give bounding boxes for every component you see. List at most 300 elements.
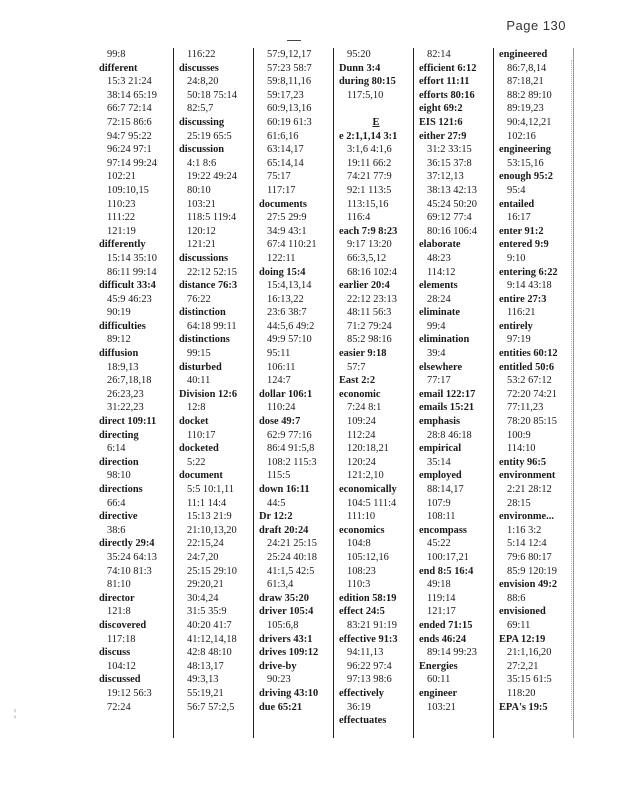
- page-reference: 41:12,14,18: [187, 633, 237, 645]
- page-reference: 16:17: [507, 212, 531, 224]
- page-reference: 89:12: [107, 334, 131, 346]
- index-term: discussion: [179, 144, 225, 156]
- page-reference: 100:17,21: [427, 551, 469, 563]
- page-reference: 110:3: [347, 579, 371, 591]
- index-term: due 65:21: [259, 701, 303, 713]
- page-reference: 90:19: [107, 307, 131, 319]
- page-reference: 124:7: [267, 375, 291, 387]
- page-reference: 97:14 99:24: [107, 157, 157, 169]
- page-reference: 59:8,11,16: [267, 76, 312, 88]
- index-term: enough 95:2: [499, 171, 553, 183]
- index-term: each 7:9 8:23: [339, 225, 398, 237]
- page-reference: 5:5 10:1,11: [187, 484, 234, 495]
- page-reference: 19:12 56:3: [107, 687, 152, 699]
- page-reference: 45:9 46:23: [107, 293, 152, 305]
- page-reference: 77:17: [427, 375, 451, 387]
- index-term: entities 60:12: [499, 348, 558, 360]
- index-term: elimination: [419, 334, 470, 346]
- page-reference: 115:5: [267, 470, 291, 482]
- page-reference: 4:1 8:6: [187, 157, 217, 169]
- index-term: difficult 33:4: [99, 280, 156, 292]
- page-reference: 53:2 67:12: [507, 375, 552, 387]
- index-term: elaborate: [419, 239, 461, 251]
- page-reference: 68:16 102:4: [347, 266, 397, 278]
- page-reference: 111:22: [107, 212, 136, 224]
- index-term: entered 9:9: [499, 239, 549, 251]
- index-term: drive-by: [259, 660, 297, 672]
- page-reference: 69:12 77:4: [427, 212, 472, 224]
- index-term: engineering: [499, 144, 551, 156]
- page-reference: 28:24: [427, 293, 451, 305]
- page-reference: 60:11: [427, 674, 451, 686]
- index-term: documents: [259, 198, 307, 210]
- page-reference: 38:14 65:19: [107, 89, 157, 101]
- page-reference: 116:4: [347, 212, 371, 224]
- index-term: earlier 20:4: [339, 280, 390, 292]
- index-term: docket: [179, 416, 209, 428]
- index-term: ends 46:24: [419, 633, 467, 645]
- page-reference: 62:9 77:16: [267, 429, 312, 441]
- index-term: directions: [99, 484, 143, 495]
- word-index: [94, 48, 574, 738]
- index-term: effectuates: [339, 715, 387, 727]
- page-reference: 38:13 42:13: [427, 184, 477, 196]
- index-term: entire 27:3: [499, 293, 547, 305]
- page-reference: 61:3,4: [267, 579, 294, 591]
- page-reference: 21:1,16,20: [507, 647, 552, 659]
- index-term: either 27:9: [419, 130, 467, 142]
- page-reference: 99:8: [107, 49, 126, 60]
- index-term: envisioned: [499, 606, 546, 618]
- index-term: distinctions: [179, 334, 230, 346]
- page-reference: 27:5 29:9: [267, 212, 307, 224]
- page-reference: 108:11: [427, 511, 456, 523]
- index-term: Dunn 3:4: [339, 62, 381, 74]
- page-reference: 19:22 49:24: [187, 171, 237, 183]
- page-reference: 5:14 12:4: [507, 538, 547, 550]
- page-reference: 86:11 99:14: [107, 266, 157, 278]
- index-term: distinction: [179, 307, 226, 319]
- index-term: dollar 106:1: [259, 388, 313, 400]
- page-reference: 120:18,21: [347, 443, 389, 455]
- page-reference: 69:11: [507, 619, 531, 631]
- index-term: discussions: [179, 252, 229, 264]
- page-reference: 25:15 29:10: [187, 565, 237, 577]
- page-reference: 66:7 72:14: [107, 103, 152, 115]
- page-reference: 104:5 111:4: [347, 497, 397, 509]
- index-term: down 16:11: [259, 484, 310, 495]
- index-term: edition 58:19: [339, 592, 397, 604]
- page-reference: 104:8: [347, 538, 371, 550]
- page-reference: 110:24: [267, 402, 296, 414]
- page-number: Page 130: [506, 18, 566, 33]
- page-reference: 79:6 80:17: [507, 551, 552, 563]
- index-term: doing 15:4: [259, 266, 306, 278]
- page-reference: 89:19,23: [507, 103, 544, 115]
- index-term: different: [99, 62, 138, 74]
- index-term: ended 71:15: [419, 619, 473, 631]
- page-reference: 5:22: [187, 456, 206, 468]
- index-term: draw 35:20: [259, 592, 309, 604]
- index-term: elsewhere: [419, 361, 463, 373]
- page-reference: 110:23: [107, 198, 136, 210]
- page-reference: 95:4: [507, 184, 526, 196]
- index-term: entity 96:5: [499, 456, 547, 468]
- page-reference: 113:15,16: [347, 198, 389, 210]
- index-term: elements: [419, 280, 458, 292]
- page-reference: 7:24 8:1: [347, 402, 382, 414]
- page-reference: 22:12 52:15: [187, 266, 237, 278]
- page-reference: 40:20 41:7: [187, 619, 232, 631]
- page-reference: 108:23: [347, 565, 376, 577]
- page-reference: 57:7: [347, 361, 366, 373]
- index-term: directly 29:4: [99, 538, 155, 550]
- index-column-6: [494, 48, 574, 738]
- page-reference: 77:11,23: [507, 402, 544, 414]
- index-term: EPA 12:19: [499, 633, 546, 645]
- page-reference: 88:6: [507, 592, 526, 604]
- page-reference: 45:22: [427, 538, 451, 550]
- page-reference: 120:24: [347, 456, 376, 468]
- index-term: emails 15:21: [419, 402, 475, 414]
- index-term: distance 76:3: [179, 280, 238, 292]
- page-reference: 35:14: [427, 456, 451, 468]
- index-term: empirical: [419, 443, 462, 455]
- page-reference: 98:10: [107, 470, 131, 482]
- page-reference: 85:2 98:16: [347, 334, 392, 346]
- index-term: email 122:17: [419, 388, 476, 400]
- page-reference: 102:21: [107, 171, 136, 183]
- index-term: employed: [419, 470, 462, 482]
- page-reference: 55:19,21: [187, 687, 224, 699]
- page-reference: 92:1 113:5: [347, 184, 392, 196]
- page-reference: 22:15,24: [187, 538, 224, 550]
- page-reference: 64:18 99:11: [187, 320, 237, 332]
- page-reference: 39:4: [427, 348, 446, 360]
- index-term: driving 43:10: [259, 687, 319, 699]
- index-term: economically: [339, 484, 397, 495]
- index-term: entirely: [499, 320, 533, 332]
- page-reference: 36:15 37:8: [427, 157, 472, 169]
- page-reference: 60:19 61:3: [267, 116, 312, 128]
- page-reference: 121:21: [187, 239, 216, 251]
- page-reference: 105:6,8: [267, 619, 299, 631]
- page-reference: 48:11 56:3: [347, 307, 392, 319]
- page-reference: 66:3,5,12: [347, 252, 387, 264]
- page-reference: 31:22,23: [107, 402, 144, 414]
- page-reference: 48:13,17: [187, 660, 224, 672]
- page-reference: 81:10: [107, 579, 131, 591]
- page-reference: 102:16: [507, 130, 536, 142]
- page-reference: 114:10: [507, 443, 536, 455]
- page-reference: 97:13 98:6: [347, 674, 392, 686]
- page-reference: 50:18 75:14: [187, 89, 237, 101]
- page-reference: 38:6: [107, 524, 126, 536]
- page-reference: 90:4,12,21: [507, 116, 552, 128]
- page-reference: 103:21: [427, 701, 456, 713]
- index-term: economics: [339, 524, 385, 536]
- index-term: engineer: [419, 687, 458, 699]
- page-reference: 85:9 120:19: [507, 565, 557, 577]
- index-term: docketed: [179, 443, 219, 455]
- margin-mark: ¦: [14, 708, 17, 719]
- page-reference: 28:8 46:18: [427, 429, 472, 441]
- page-reference: [339, 102, 413, 116]
- page-reference: 88:2 89:10: [507, 89, 552, 101]
- index-term: Dr 12:2: [259, 511, 293, 523]
- page-reference: 72:24: [107, 701, 131, 713]
- page-reference: 106:11: [267, 361, 296, 373]
- page-reference: 110:17: [187, 429, 216, 441]
- page-reference: 119:14: [427, 592, 456, 604]
- index-term: difficulties: [99, 320, 146, 332]
- page-reference: 30:4,24: [187, 592, 219, 604]
- page-reference: 99:4: [427, 320, 446, 332]
- page-reference: 75:17: [267, 171, 291, 183]
- page-reference: 57:23 58:7: [267, 62, 312, 74]
- page-reference: 122:11: [267, 252, 296, 264]
- page-reference: 86:7,8,14: [507, 62, 547, 74]
- page-reference: 25:19 65:5: [187, 130, 232, 142]
- page-reference: 65:14,14: [267, 157, 304, 169]
- page-reference: 103:21: [187, 198, 216, 210]
- index-term: encompass: [419, 524, 467, 536]
- page-reference: 57:9,12,17: [267, 49, 312, 60]
- index-term: easier 9:18: [339, 348, 387, 360]
- page-reference: 37:12,13: [427, 171, 464, 183]
- page-reference: 21:10,13,20: [187, 524, 237, 536]
- index-term: Energies: [419, 660, 458, 672]
- index-term: direct 109:11: [99, 416, 157, 428]
- index-column-3: [254, 48, 334, 738]
- page-reference: 48:23: [427, 252, 451, 264]
- index-term: envision 49:2: [499, 579, 558, 591]
- index-term: effectively: [339, 687, 384, 699]
- page-reference: 49:9 57:10: [267, 334, 312, 346]
- index-term: discusses: [179, 62, 219, 74]
- page-reference: 108:2 115:3: [267, 456, 317, 468]
- section-letter: E: [372, 116, 380, 128]
- page-reference: 87:18,21: [507, 76, 544, 88]
- page-reference: 49:18: [427, 579, 451, 591]
- page-reference: 116:22: [187, 49, 216, 60]
- page-reference: 23:6 38:7: [267, 307, 307, 319]
- page-reference: 34:9 43:1: [267, 225, 307, 237]
- page-reference: 95:11: [267, 348, 291, 360]
- page-reference: 107:9: [427, 497, 451, 509]
- page-reference: 89:14 99:23: [427, 647, 477, 659]
- index-term: directing: [99, 429, 139, 441]
- index-term: draft 20:24: [259, 524, 309, 536]
- page-reference: 94:7 95:22: [107, 130, 152, 142]
- page-reference: 9:10: [507, 252, 526, 264]
- page-reference: 121:2,10: [347, 470, 384, 482]
- index-term: economic: [339, 388, 381, 400]
- index-term: diffusion: [99, 348, 139, 360]
- page-reference: 45:24 50:20: [427, 198, 477, 210]
- page-reference: 72:20 74:21: [507, 388, 557, 400]
- page-reference: 90:23: [267, 674, 291, 686]
- page-reference: 61:6,16: [267, 130, 299, 142]
- page-reference: 96:24 97:1: [107, 144, 152, 156]
- page-reference: 82:14: [427, 49, 451, 60]
- page-reference: 94:11,13: [347, 647, 384, 659]
- page-reference: 27:2,21: [507, 660, 539, 672]
- index-term: EPA's 19:5: [499, 701, 548, 713]
- page-reference: 120:12: [187, 225, 216, 237]
- index-term: dose 49:7: [259, 416, 301, 428]
- page-reference: 26:7,18,18: [107, 375, 152, 387]
- page-reference: 11:1 14:4: [187, 497, 227, 509]
- index-term: driver 105:4: [259, 606, 314, 618]
- page-reference: 59:17,23: [267, 89, 304, 101]
- page-reference: 24:8,20: [187, 76, 219, 88]
- index-column-1: [94, 48, 174, 738]
- page-reference: 29:20,21: [187, 579, 224, 591]
- index-term: director: [99, 592, 135, 604]
- page-reference: 83:21 91:19: [347, 619, 397, 631]
- page-reference: 1:16 3:2: [507, 524, 542, 536]
- page-reference: 111:10: [347, 511, 376, 523]
- page-reference: 105:12,16: [347, 551, 389, 563]
- page-reference: 15:3 21:24: [107, 76, 152, 88]
- page-reference: 116:21: [507, 307, 536, 319]
- page-reference: 2:21 28:12: [507, 484, 552, 495]
- page-reference: 28:15: [507, 497, 531, 509]
- page-reference: 121:17: [427, 606, 456, 618]
- page-reference: 109:24: [347, 416, 376, 428]
- page-reference: 18:9,13: [107, 361, 139, 373]
- page-reference: 117:5,10: [347, 89, 384, 101]
- page-reference: 88:14,17: [427, 484, 464, 495]
- index-term: EIS 121:6: [419, 116, 463, 128]
- page-reference: 41:1,5 42:5: [267, 565, 315, 577]
- index-term: discussing: [179, 116, 225, 128]
- index-term: entering 6:22: [499, 266, 558, 278]
- page-reference: 109:10,15: [107, 184, 149, 196]
- page-reference: 15:13 21:9: [187, 511, 232, 523]
- page-reference: 63:14,17: [267, 144, 304, 156]
- index-term: effort 11:11: [419, 76, 470, 88]
- index-term: end 8:5 16:4: [419, 565, 474, 577]
- page-reference: 67:4 110:21: [267, 239, 317, 251]
- page-reference: 60:9,13,16: [267, 103, 312, 115]
- page-reference: 82:5,7: [187, 103, 214, 115]
- index-term: enter 91:2: [499, 225, 544, 237]
- page-reference: 117:17: [267, 184, 296, 196]
- index-term: drivers 43:1: [259, 633, 313, 645]
- page-reference: 24:7,20: [187, 551, 219, 563]
- page-reference: 31:2 33:15: [427, 144, 472, 156]
- index-term: e 2:1,1,14 3:1: [339, 130, 398, 142]
- page-reference: 112:24: [347, 429, 376, 441]
- page-reference: 35:15 61:5: [507, 674, 552, 686]
- page-reference: 44:5: [267, 497, 286, 509]
- page-reference: 25:24 40:18: [267, 551, 317, 563]
- page-reference: 19:11 66:2: [347, 157, 392, 169]
- index-term: discuss: [99, 647, 131, 659]
- page-reference: 42:8 48:10: [187, 647, 232, 659]
- page-reference: 36:19: [347, 701, 371, 713]
- index-column-2: [174, 48, 254, 738]
- index-term: eliminate: [419, 307, 460, 319]
- page-reference: 96:22 97:4: [347, 660, 392, 672]
- index-column-5: [414, 48, 494, 738]
- page-reference: 74:10 81:3: [107, 565, 152, 577]
- page-reference: 66:4: [107, 497, 126, 509]
- page-reference: 72:15 86:6: [107, 116, 152, 128]
- page-reference: 86:4 91:5,8: [267, 443, 315, 455]
- page-reference: 16:13,22: [267, 293, 304, 305]
- page-reference: 49:3,13: [187, 674, 219, 686]
- page-reference: 53:15,16: [507, 157, 544, 169]
- page-reference: 15:4,13,14: [267, 280, 312, 292]
- page-reference: 76:22: [187, 293, 211, 305]
- index-term: eight 69:2: [419, 103, 463, 115]
- page-reference: 3:1,6 4:1,6: [347, 144, 392, 156]
- page-reference: 15:14 35:10: [107, 252, 157, 264]
- index-term: drives 109:12: [259, 647, 319, 659]
- page-reference: 40:11: [187, 375, 211, 387]
- page-reference: 24:21 25:15: [267, 538, 317, 550]
- page-reference: 80:10: [187, 184, 211, 196]
- page-reference: 78:20 85:15: [507, 416, 557, 428]
- page-reference: 100:9: [507, 429, 531, 441]
- index-column-4: [334, 48, 414, 738]
- page-reference: 12:8: [187, 402, 206, 414]
- index-term: efficient 6:12: [419, 62, 477, 74]
- top-tick-mark: [287, 40, 301, 41]
- page-reference: 9:14 43:18: [507, 280, 552, 292]
- index-term: environment: [499, 470, 556, 482]
- page-reference: 9:17 13:20: [347, 239, 392, 251]
- page-reference: 104:12: [107, 660, 136, 672]
- index-term: emphasis: [419, 416, 460, 428]
- index-term: East 2:2: [339, 375, 376, 387]
- index-term: Division 12:6: [179, 388, 238, 400]
- index-term: entailed: [499, 198, 535, 210]
- index-term: discussed: [99, 674, 141, 686]
- page-reference: 97:19: [507, 334, 531, 346]
- index-term: entitled 50:6: [499, 361, 555, 373]
- index-term: engineered: [499, 49, 548, 60]
- page-reference: 31:5 35:9: [187, 606, 227, 618]
- index-term: differently: [99, 239, 146, 251]
- index-term: disturbed: [179, 361, 222, 373]
- index-term: discovered: [99, 619, 147, 631]
- page-reference: 71:2 79:24: [347, 320, 392, 332]
- page-reference: 117:18: [107, 633, 136, 645]
- index-term: directive: [99, 511, 138, 523]
- index-term: document: [179, 470, 223, 482]
- page-reference: 6:14: [107, 443, 126, 455]
- index-term: direction: [99, 456, 139, 468]
- page-reference: 118:20: [507, 687, 536, 699]
- page-reference: 74:21 77:9: [347, 171, 392, 183]
- page-reference: 26:23,23: [107, 388, 144, 400]
- page-reference: 95:20: [347, 49, 371, 60]
- index-term: effective 91:3: [339, 633, 398, 645]
- index-term: environme...: [499, 511, 554, 523]
- page-reference: 80:16 106:4: [427, 225, 477, 237]
- page-reference: 99:15: [187, 348, 211, 360]
- index-term: effect 24:5: [339, 606, 385, 618]
- page-reference: 121:19: [107, 225, 136, 237]
- page-reference: 121:8: [107, 606, 131, 618]
- index-term: during 80:15: [339, 76, 396, 88]
- index-term: efforts 80:16: [419, 89, 475, 101]
- page-reference: 118:5 119:4: [187, 212, 237, 224]
